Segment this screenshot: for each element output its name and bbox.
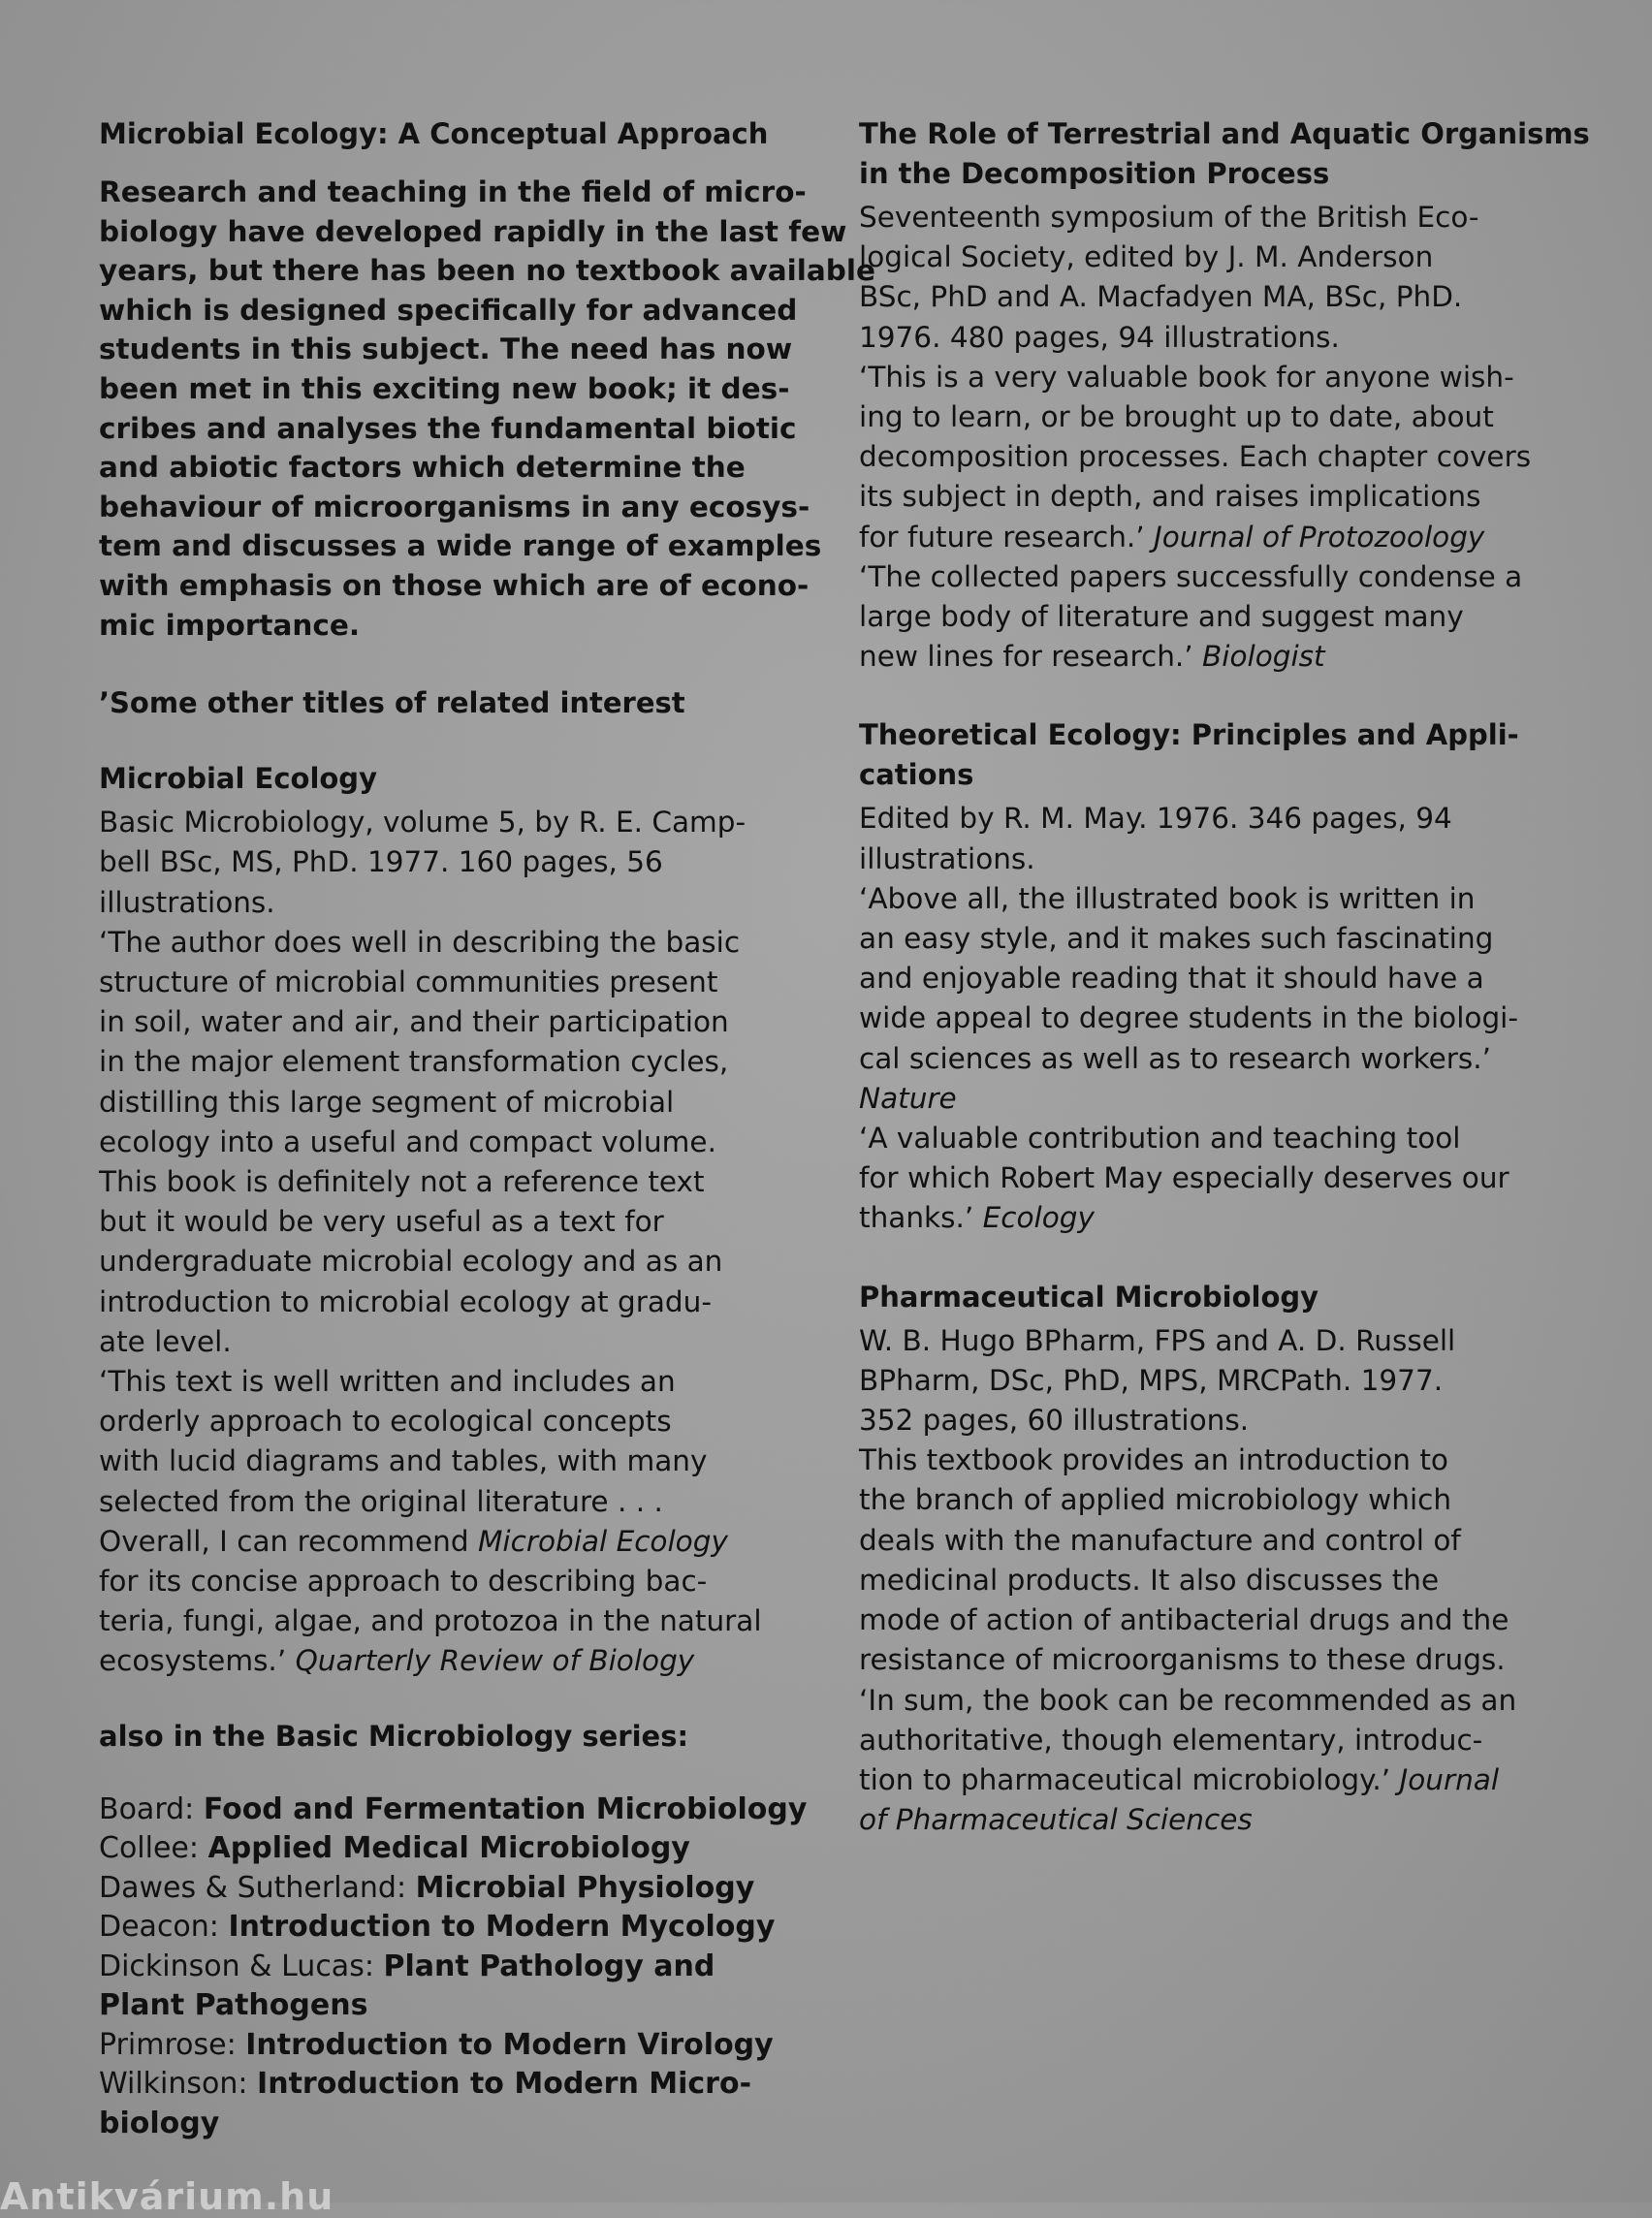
book-entry-microbial-ecology (99, 759, 787, 1681)
text-line (859, 437, 1557, 477)
line-text: ‘In sum, the book can be recommended as an (859, 1683, 1517, 1717)
book-title (859, 715, 1557, 795)
series-author: Primrose: (99, 2027, 246, 2062)
text-line (99, 1242, 787, 1282)
line-text: ‘A valuable contribution and teaching tool (859, 1122, 1461, 1156)
line-text: its subject in depth, and raises implications (859, 480, 1481, 514)
line-text: decomposition processes. Each chapter covers (859, 440, 1532, 474)
watermark: Antikvárium.hu (0, 2175, 334, 2218)
intro-line: which is designed specifically for advanced (99, 293, 798, 327)
text-line (859, 799, 1557, 839)
text-line (99, 1641, 787, 1681)
text-line (859, 1401, 1557, 1441)
line-text: logical Society, edited by J. M. Anderson (859, 240, 1434, 274)
text-line (859, 518, 1557, 557)
line-text: authoritative, though elementary, introduc- (859, 1723, 1483, 1757)
book-entry (859, 715, 1557, 1238)
line-text: teria, fungi, algae, and protozoa in the natural (99, 1604, 762, 1638)
intro-line: mic importance. (99, 608, 361, 642)
text-line (859, 1760, 1557, 1800)
book-title-line: Pharmaceutical Microbiology (859, 1280, 1319, 1314)
series-author: Board: (99, 1791, 204, 1826)
line-text: 352 pages, 60 illustrations. (859, 1404, 1250, 1438)
line-text: selected from the original literature . . . (99, 1484, 663, 1518)
text-line (859, 1681, 1557, 1721)
line-text: mode of action of antibacterial drugs and the (859, 1603, 1509, 1637)
text-line (99, 1202, 787, 1242)
line-text: tion to pharmaceutical microbiology.’ (859, 1762, 1400, 1796)
text-line (99, 1562, 787, 1601)
book-entry (859, 1278, 1557, 1841)
text-line (99, 1322, 787, 1362)
series-item (99, 1869, 787, 1909)
line-text: thanks.’ (859, 1201, 983, 1235)
line-text: ‘The author does well in describing the basic (99, 925, 741, 959)
line-text: and enjoyable reading that it should have a (859, 962, 1484, 996)
text-line (859, 1521, 1557, 1561)
series-item (99, 2105, 787, 2144)
text-line (859, 637, 1557, 677)
intro-line: and abiotic factors which determine the (99, 451, 746, 485)
text-line (859, 1079, 1557, 1119)
line-text: ‘The collected papers successfully condense a (859, 559, 1523, 593)
line-text: for future research.’ (859, 520, 1155, 554)
series-list (99, 1790, 808, 2144)
text-line (859, 919, 1557, 959)
series-title: biology (99, 2106, 220, 2140)
text-line (99, 1002, 787, 1042)
series-item (99, 1948, 787, 1987)
line-text: ecosystems.’ (99, 1644, 296, 1678)
text-line (859, 840, 1557, 879)
text-line (859, 1721, 1557, 1760)
series-item (99, 1986, 787, 2026)
line-text: This textbook provides an introduction to (859, 1443, 1448, 1477)
line-text: with lucid diagrams and tables, with many (99, 1444, 708, 1478)
line-text: ecology into a useful and compact volume. (99, 1125, 716, 1158)
text-line (859, 959, 1557, 998)
book-title-line: Theoretical Ecology: Principles and Appli- (859, 718, 1519, 752)
intro-line: behaviour of microorganisms in any ecosys- (99, 490, 810, 523)
text-line (99, 1482, 787, 1522)
line-text: cal sciences as well as to research workers.’ (859, 1041, 1492, 1075)
intro-line: Research and teaching in the field of micro- (99, 175, 807, 208)
text-line (859, 1600, 1557, 1640)
journal-citation: Quarterly Review of Biology (295, 1644, 695, 1678)
line-text: deals with the manufacture and control of (859, 1523, 1461, 1557)
line-text: BPharm, DSc, PhD, MPS, MRCPath. 1977. (859, 1363, 1444, 1397)
text-line (859, 1198, 1557, 1238)
line-text: resistance of microorganisms to these drugs. (859, 1643, 1506, 1677)
text-line (859, 397, 1557, 437)
text-line (99, 1283, 787, 1322)
text-line (859, 1480, 1557, 1520)
line-text: the branch of applied microbiology which (859, 1483, 1452, 1517)
text-line (99, 883, 787, 923)
line-text: wide appeal to degree students in the biologi- (859, 1001, 1519, 1035)
text-line (99, 923, 787, 963)
right-column (859, 114, 1590, 1840)
text-line (99, 803, 787, 842)
intro-line: students in this subject. The need has now (99, 333, 793, 366)
journal-citation: Nature (859, 1081, 957, 1115)
text-line (99, 1042, 787, 1082)
line-text: BSc, PhD and A. Macfadyen MA, BSc, PhD. (859, 280, 1463, 314)
series-item (99, 1908, 787, 1948)
text-line (99, 1123, 787, 1162)
series-author: Wilkinson: (99, 2067, 258, 2102)
line-text: distilling this large segment of microbial (99, 1085, 675, 1119)
text-line (859, 998, 1557, 1038)
text-line (859, 358, 1557, 397)
book-title-line: in the Decomposition Process (859, 157, 1330, 190)
line-text: ing to learn, or be brought up to date, about (859, 400, 1494, 434)
intro-line: cribes and analyses the fundamental biotic (99, 411, 797, 445)
text-line (99, 1362, 787, 1402)
text-line (859, 1039, 1557, 1079)
text-line (859, 1441, 1557, 1480)
line-text: Seventeenth symposium of the British Eco- (859, 201, 1479, 234)
series-heading: also in the Basic Microbiology series: (99, 1719, 689, 1753)
text-line (859, 277, 1557, 317)
book-entry (859, 114, 1590, 677)
intro-line: biology have developed rapidly in the last few (99, 214, 847, 248)
series-title: Introduction to Modern Micro- (257, 2067, 752, 2102)
text-line (859, 1561, 1557, 1600)
intro-line: been met in this exciting new book; it des- (99, 371, 790, 405)
line-text: undergraduate microbial ecology and as an (99, 1245, 723, 1279)
left-column (99, 114, 876, 2143)
text-line (99, 1162, 787, 1202)
series-title: Plant Pathogens (99, 1988, 368, 2023)
text-line (859, 1158, 1557, 1198)
line-text: This book is definitely not a reference text (99, 1164, 705, 1198)
line-text: Basic Microbiology, volume 5, by R. E. Camp- (99, 806, 747, 840)
series-item (99, 1829, 787, 1869)
line-text: introduction to microbial ecology at gradu- (99, 1284, 713, 1318)
text-line (99, 842, 787, 882)
line-text: W. B. Hugo BPharm, FPS and A. D. Russell (859, 1323, 1456, 1357)
book-title (859, 1278, 1557, 1317)
line-text: ‘Above all, the illustrated book is written in (859, 881, 1476, 915)
series-title: Food and Fermentation Microbiology (203, 1791, 808, 1826)
series-author: Collee: (99, 1831, 208, 1866)
line-text: an easy style, and it makes such fascinating (859, 922, 1494, 956)
series-author: Dickinson & Lucas: (99, 1949, 384, 1983)
book-title-line: cations (859, 758, 974, 792)
text-line (859, 597, 1557, 637)
intro-paragraph (99, 173, 876, 645)
line-text: illustrations. (99, 885, 275, 919)
series-item (99, 2026, 787, 2066)
line-text: in the major element transformation cycles, (99, 1045, 729, 1079)
text-line (99, 1083, 787, 1123)
text-line (859, 318, 1557, 358)
line-text: in soil, water and air, and their participation (99, 1005, 729, 1039)
line-text: for its concise approach to describing bac- (99, 1564, 708, 1598)
text-line (99, 1402, 787, 1442)
journal-citation: Journal (1399, 1762, 1500, 1796)
line-text: illustrations. (859, 841, 1035, 875)
series-title: Microbial Physiology (415, 1870, 755, 1905)
text-line (99, 1601, 787, 1641)
line-text: Overall, I can recommend (99, 1524, 478, 1558)
main-title: Microbial Ecology: A Conceptual Approach (99, 117, 769, 150)
intro-line: tem and discusses a wide range of examples (99, 529, 822, 563)
series-title: Plant Pathology and (383, 1949, 715, 1983)
journal-citation: of Pharmaceutical Sciences (859, 1803, 1253, 1837)
text-line (859, 557, 1557, 597)
text-line (859, 198, 1557, 238)
line-text: for which Robert May especially deserves our (859, 1161, 1509, 1195)
series-title: Applied Medical Microbiology (207, 1831, 690, 1866)
line-text: medicinal products. It also discusses the (859, 1563, 1440, 1597)
journal-citation: Ecology (982, 1201, 1095, 1235)
series-author: Dawes & Sutherland: (99, 1870, 416, 1905)
series-item (99, 1790, 808, 1830)
line-text: ‘This text is well written and includes an (99, 1364, 676, 1398)
line-text: bell BSc, MS, PhD. 1977. 160 pages, 56 (99, 845, 663, 879)
line-text: structure of microbial communities present (99, 965, 718, 998)
book-description (99, 803, 787, 1681)
text-line (99, 1442, 787, 1481)
journal-citation: Biologist (1202, 640, 1325, 674)
line-text: ate level. (99, 1324, 232, 1358)
text-line (859, 879, 1557, 919)
text-line (859, 477, 1557, 517)
intro-line: with emphasis on those which are of econo- (99, 568, 810, 602)
book-title-line: The Role of Terrestrial and Aquatic Organisms (859, 117, 1590, 150)
other-titles-heading: ’Some other titles of related interest (99, 686, 685, 720)
text-line (859, 1640, 1557, 1680)
book-description (859, 198, 1557, 677)
journal-citation: Microbial Ecology (477, 1524, 728, 1558)
book-title: Microbial Ecology (99, 762, 377, 796)
line-text: large body of literature and suggest many (859, 600, 1464, 634)
book-title (859, 114, 1590, 194)
series-title: Introduction to Modern Virology (245, 2027, 774, 2062)
journal-citation: Journal of Protozoology (1154, 520, 1485, 554)
series-item (99, 2065, 787, 2105)
text-line (99, 963, 787, 1002)
line-text: but it would be very useful as a text for (99, 1205, 664, 1239)
text-line (859, 238, 1557, 277)
series-author: Deacon: (99, 1910, 229, 1945)
text-line (859, 1119, 1557, 1158)
series-title: Introduction to Modern Mycology (228, 1910, 776, 1945)
line-text: 1976. 480 pages, 94 illustrations. (859, 320, 1340, 354)
book-description (859, 1321, 1557, 1841)
intro-line: years, but there has been no textbook available (99, 254, 876, 288)
text-line (859, 1361, 1557, 1401)
text-line (99, 1522, 787, 1562)
text-line (859, 1321, 1557, 1361)
line-text: new lines for research.’ (859, 640, 1203, 674)
line-text: Edited by R. M. May. 1976. 346 pages, 94 (859, 802, 1452, 836)
text-line (859, 1800, 1557, 1840)
line-text: ‘This is a very valuable book for anyone wish- (859, 360, 1514, 394)
book-description (859, 799, 1557, 1238)
line-text: orderly approach to ecological concepts (99, 1405, 672, 1439)
